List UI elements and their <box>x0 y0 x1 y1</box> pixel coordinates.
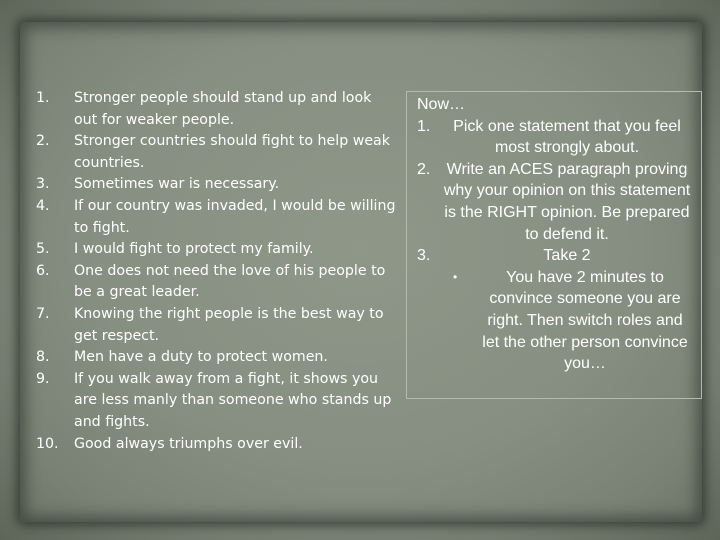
list-item <box>36 131 396 174</box>
list-item <box>415 116 693 159</box>
list-item <box>36 347 396 369</box>
list-item <box>415 245 693 267</box>
list-item <box>36 196 396 239</box>
statement-list <box>36 88 396 455</box>
item-number: 3. <box>36 176 50 193</box>
list-item <box>36 174 396 196</box>
list-item <box>36 261 396 304</box>
item-text: Good always triumphs over evil. <box>74 435 303 452</box>
item-text: Knowing the right people is the best way to get respect. <box>74 305 384 344</box>
step-text: Pick one statement that you feel most strongly about. <box>453 117 681 157</box>
item-text: If our country was invaded, I would be willing to fight. <box>74 197 396 236</box>
item-number: 10. <box>36 435 59 452</box>
instruction-steps <box>415 116 693 267</box>
instructions-heading: Now… <box>417 96 466 113</box>
item-number: 2. <box>36 133 50 150</box>
sub-bullet-text: You have 2 minutes to convince someone you are right. Then switch roles and let the other person convince you… <box>482 268 688 373</box>
list-item <box>36 369 396 434</box>
instructions-box <box>406 91 702 399</box>
item-text: If you walk away from a fight, it shows you are less manly than someone who stands up and fights. <box>74 370 392 430</box>
item-text: I would fight to protect my family. <box>74 241 314 258</box>
bullet-icon: • <box>453 269 458 284</box>
item-number: 6. <box>36 262 50 279</box>
item-number: 8. <box>36 349 50 366</box>
item-number: 9. <box>36 370 50 387</box>
list-item <box>415 267 693 375</box>
step-text: Write an ACES paragraph proving why your opinion on this statement is the RIGHT opinion. Be prepared to defend it. <box>443 160 691 243</box>
item-text: Sometimes war is necessary. <box>74 176 280 193</box>
step-number: 2. <box>417 160 431 178</box>
item-text: One does not need the love of his people to be a great leader. <box>74 262 386 301</box>
list-item <box>36 304 396 347</box>
list-item <box>36 88 396 131</box>
list-item <box>36 239 396 261</box>
item-number: 1. <box>36 90 50 106</box>
item-number: 5. <box>36 241 50 258</box>
item-text: Stronger countries should fight to help weak countries. <box>74 133 390 171</box>
item-number: 7. <box>36 305 50 322</box>
item-text: Men have a duty to protect women. <box>74 349 328 366</box>
step-text: Take 2 <box>543 247 591 265</box>
item-number: 4. <box>36 197 50 214</box>
list-item <box>415 159 693 245</box>
step-number: 3. <box>417 247 431 265</box>
sub-bullet-list <box>415 267 693 375</box>
step-number: 1. <box>417 117 431 135</box>
list-item <box>36 434 396 456</box>
item-text: Stronger people should stand up and look out for weaker people. <box>74 90 372 128</box>
